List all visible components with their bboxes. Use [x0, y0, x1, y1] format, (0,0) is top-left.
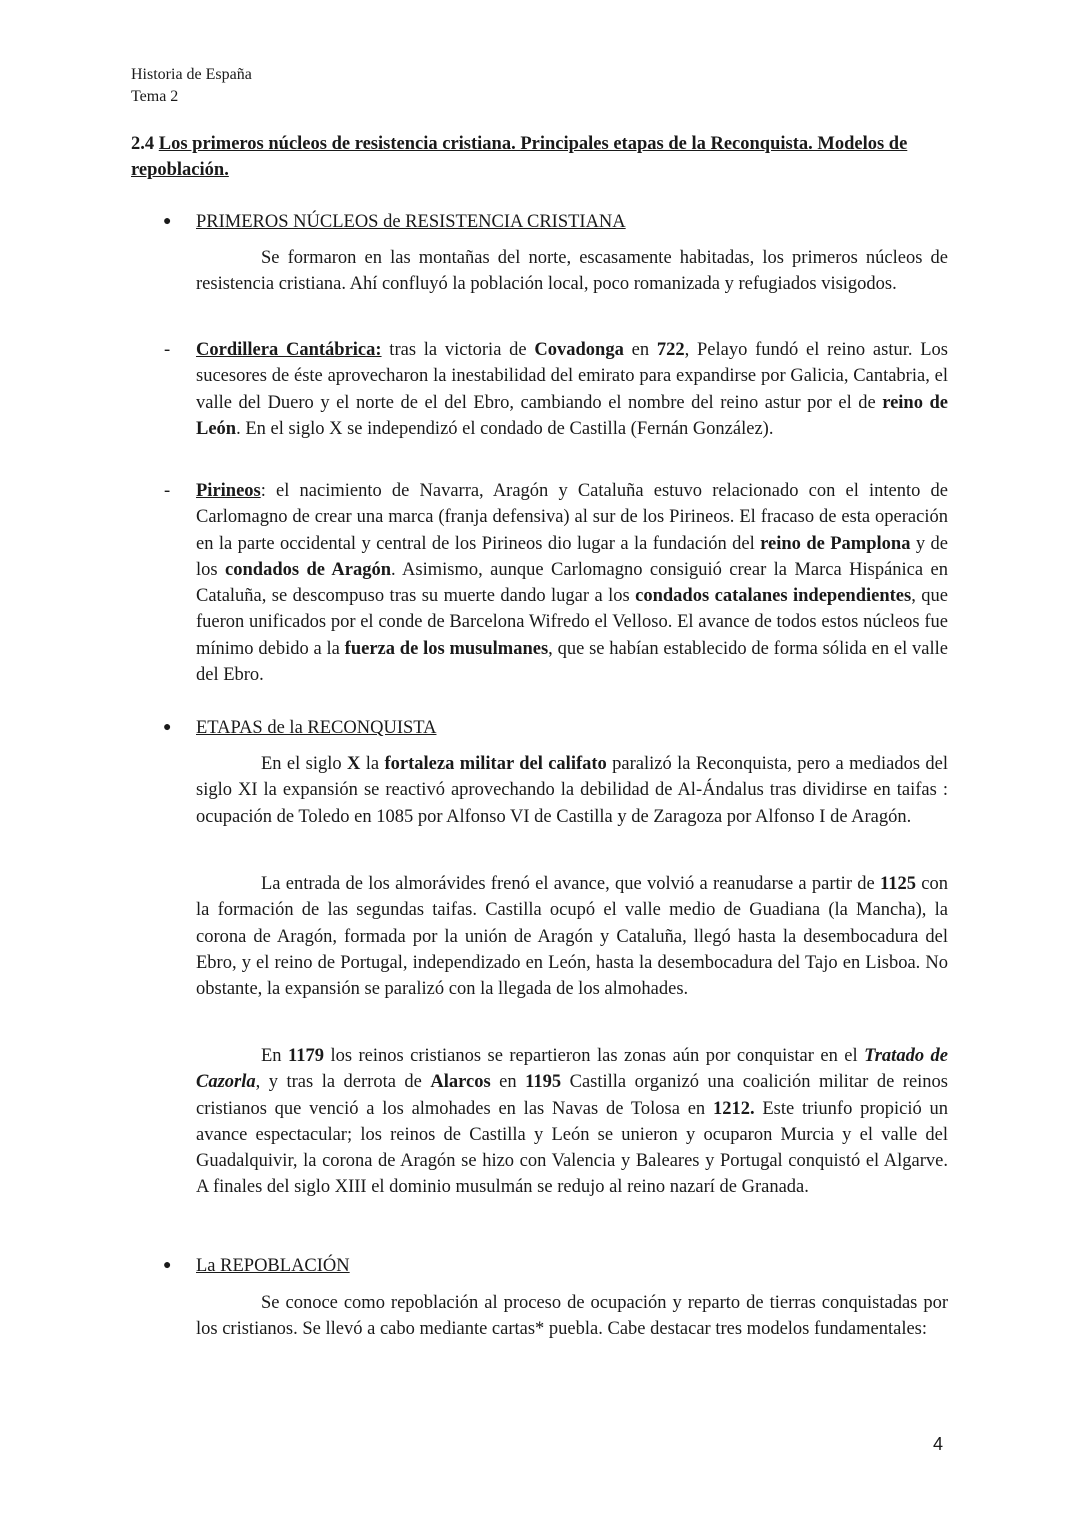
title-number: 2.4: [131, 134, 155, 154]
bullet-icon: ●: [163, 214, 172, 229]
section-title: [131, 131, 951, 183]
dash-marker: -: [164, 340, 171, 360]
document-header: [131, 64, 252, 108]
bullet-icon: ●: [163, 1258, 172, 1273]
heading-primeros-nucleos: PRIMEROS NÚCLEOS de RESISTENCIA CRISTIANA: [196, 212, 626, 232]
header-subject: Historia de España: [131, 66, 252, 83]
paragraph-etapas-3: En 1179 los reinos cristianos se repartieron las zonas aún por conquistar en el Tratado de Cazorla, y tras la derrota de Alarcos en 1195 Castilla organizó una coalición militar de reinos cristianos que venció a los almohades en las Navas de Tolosa en 1212. Este triunfo propició un avance espectacular; los reinos de Castilla y León se unieron y ocuparon Murcia y el valle del Guadalquivir, la corona de Aragón se hizo con Valencia y Baleares y Portugal conquistó el Algarve. A finales del siglo XIII el dominio musulmán se redujo al reino nazarí de Granada.: [196, 1046, 949, 1198]
page-number: 4: [933, 1434, 944, 1454]
heading-repoblacion: La REPOBLACIÓN: [196, 1256, 350, 1276]
paragraph-intro: Se formaron en las montañas del norte, escasamente habitadas, los primeros núcleos de resistencia cristiana. Ahí confluyó la población local, poco romanizada y refugiados visigodos.: [196, 248, 948, 295]
paragraph-etapas-2: La entrada de los almorávides frenó el avance, que volvió a reanudarse a partir de 1125 con la formación de las segundas taifas. Castilla ocupó el valle medio de Guadiana (la Mancha), la corona de Aragón, formada por la unión de Aragón y Cataluña, llegó hasta la desembocadura del Ebro, y el reino de Portugal, independizado en León, hasta la desembocadura del Tajo en Lisboa. No obstante, la expansión se paralizó con la llegada de los almohades.: [196, 874, 948, 1000]
paragraph-pirineos: Pirineos: el nacimiento de Navarra, Aragón y Cataluña estuvo relacionado con el intento de Carlomagno de crear una marca (franja defensiva) al sur de los Pirineos. El fracaso de esta operación en la parte occidental y central de los Pirineos dio lugar a la fundación del reino de Pamplona y de los condados de Aragón. Asimismo, aunque Carlomagno consiguió crear la Marca Hispánica en Cataluña, se descompuso tras su muerte dando lugar a los condados catalanes independientes, que fueron unificados por el conde de Barcelona Wifredo el Velloso. El avance de todos estos núcleos fue mínimo debido a la fuerza de los musulmanes, que se habían establecido de forma sólida en el valle del Ebro.: [196, 481, 949, 686]
bullet-icon: ●: [163, 720, 172, 735]
dash-marker: -: [164, 481, 171, 501]
paragraph-cantabrica: Cordillera Cantábrica: tras la victoria de Covadonga en 722, Pelayo fundó el reino astur. Los sucesores de éste aprovecharon la inestabilidad del emirato para expandirse por Galicia, Cantabria, el valle del Duero y el norte de el del Ebro, cambiando el nombre del reino astur por el de reino de León. En el siglo X se independizó el condado de Castilla (Fernán González).: [196, 340, 948, 439]
title-text: Los primeros núcleos de resistencia cristiana. Principales etapas de la Reconquista. Modelos de repoblación.: [131, 134, 908, 180]
paragraph-repoblacion: Se conoce como repoblación al proceso de ocupación y reparto de tierras conquistadas por los cristianos. Se llevó a cabo mediante cartas* puebla. Cabe destacar tres modelos fundamentales:: [196, 1293, 948, 1340]
header-topic: Tema 2: [131, 88, 179, 105]
paragraph-etapas-1: En el siglo X la fortaleza militar del califato paralizó la Reconquista, pero a mediados del siglo XI la expansión se reactivó aprovechando la debilidad de Al-Ándalus tras dividirse en taifas : ocupación de Toledo en 1085 por Alfonso VI de Castilla y de Zaragoza por Alfonso I de Aragón.: [196, 754, 949, 827]
heading-etapas: ETAPAS de la RECONQUISTA: [196, 718, 437, 738]
